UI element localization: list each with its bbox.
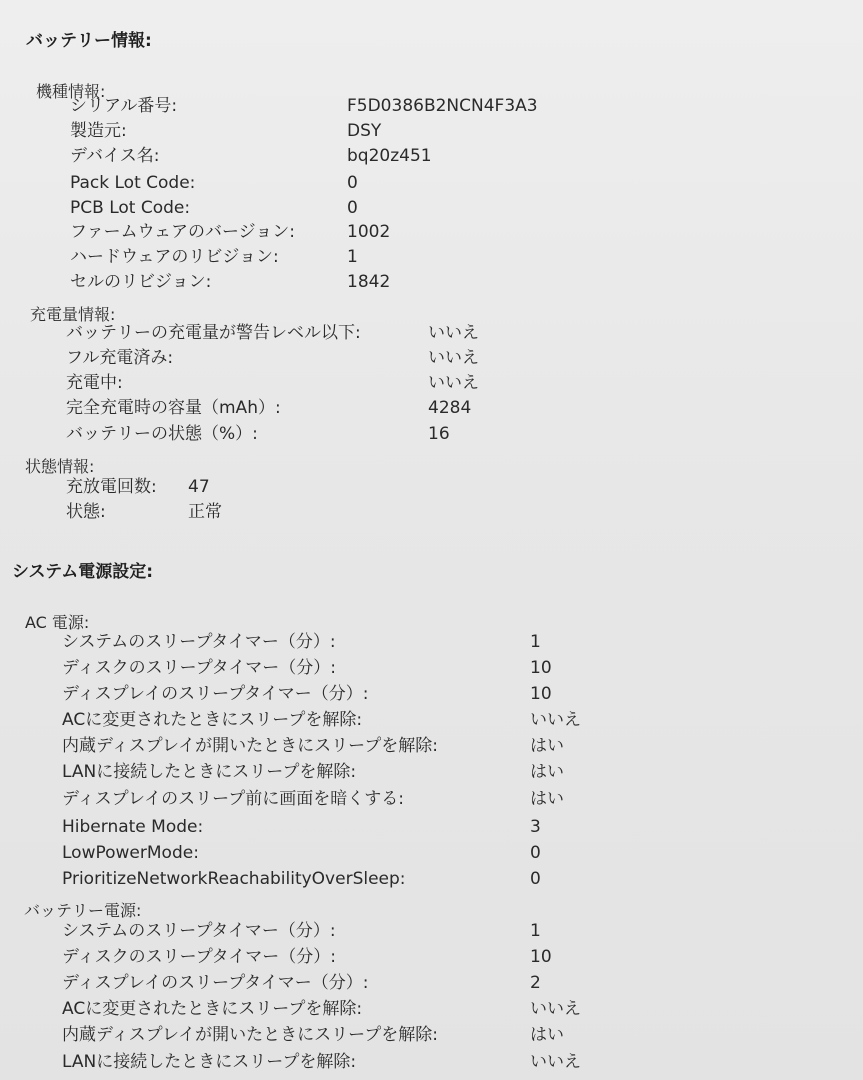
row-value: いいえ — [530, 999, 581, 1019]
row-value: DSY — [347, 121, 382, 141]
row-label: ACに変更されたときにスリープを解除: — [62, 999, 363, 1019]
battery-row-wake-on-lan — [0, 1049, 863, 1075]
row-label: ACに変更されたときにスリープを解除: — [62, 710, 363, 730]
row-label: バッテリーの状態（%）: — [66, 424, 258, 444]
row-label: PCB Lot Code: — [70, 198, 191, 218]
model-row-pcb-lot-code — [0, 195, 863, 221]
row-value: はい — [530, 762, 564, 782]
row-value: 0 — [530, 843, 541, 863]
row-label: デバイス名: — [70, 146, 160, 166]
row-label: 充電中: — [66, 373, 123, 393]
row-label: Hibernate Mode: — [62, 817, 204, 837]
model-row-firmware-version — [0, 219, 863, 245]
row-label: 完全充電時の容量（mAh）: — [66, 398, 281, 418]
ac-row-wake-on-lan — [0, 759, 863, 785]
ac-row-prioritize-network — [0, 866, 863, 892]
row-value: 0 — [347, 198, 358, 218]
model-info-title: 機種情報: — [36, 82, 106, 101]
row-value: 正常 — [188, 502, 222, 522]
battery-row-system-sleep — [0, 918, 863, 944]
ac-row-low-power-mode — [0, 840, 863, 866]
row-label: 内蔵ディスプレイが開いたときにスリープを解除: — [62, 736, 438, 756]
health-row-cycle-count — [0, 474, 863, 500]
row-value: 0 — [347, 173, 358, 193]
model-row-hardware-revision — [0, 244, 863, 270]
ac-row-disk-sleep — [0, 655, 863, 681]
row-value: 1002 — [347, 222, 391, 242]
row-value: F5D0386B2NCN4F3A3 — [347, 96, 538, 116]
ac-row-display-dim — [0, 786, 863, 812]
row-label: 製造元: — [70, 121, 127, 141]
charge-row-state-of-charge — [0, 421, 863, 447]
row-value: 47 — [188, 477, 210, 497]
model-row-pack-lot-code — [0, 170, 863, 196]
row-label: ディスプレイのスリープ前に画面を暗くする: — [62, 789, 404, 809]
row-value: 10 — [530, 658, 552, 678]
row-label: LowPowerMode: — [62, 843, 199, 863]
row-value: 1 — [530, 921, 541, 941]
row-value: 2 — [530, 973, 541, 993]
row-label: システムのスリープタイマー（分）: — [62, 632, 336, 652]
row-label: ファームウェアのバージョン: — [70, 222, 296, 242]
row-value: 1 — [347, 247, 358, 267]
health-row-condition — [0, 499, 863, 525]
charge-row-charging — [0, 370, 863, 396]
battery-power-title: バッテリー電源: — [24, 901, 142, 920]
row-label: ディスプレイのスリープタイマー（分）: — [62, 973, 369, 993]
battery-info-title: バッテリー情報: — [26, 31, 152, 51]
row-label: システムのスリープタイマー（分）: — [62, 921, 336, 941]
battery-row-display-sleep — [0, 970, 863, 996]
battery-row-disk-sleep — [0, 944, 863, 970]
row-value: いいえ — [428, 348, 479, 368]
row-value: 16 — [428, 424, 450, 444]
row-label: ディスクのスリープタイマー（分）: — [62, 658, 336, 678]
row-value: いいえ — [530, 710, 581, 730]
ac-row-hibernate-mode — [0, 814, 863, 840]
system-power-title: システム電源設定: — [12, 562, 154, 582]
row-value: いいえ — [428, 373, 479, 393]
charge-info-title: 充電量情報: — [30, 305, 116, 324]
ac-power-title: AC 電源: — [25, 613, 90, 632]
ac-row-wake-on-clamshell-open — [0, 733, 863, 759]
charge-row-full-charge-capacity — [0, 395, 863, 421]
row-value: 10 — [530, 947, 552, 967]
row-label: LANに接続したときにスリープを解除: — [62, 1052, 357, 1072]
row-value: 1 — [530, 632, 541, 652]
row-value: 10 — [530, 684, 552, 704]
ac-row-display-sleep — [0, 681, 863, 707]
model-row-device-name — [0, 143, 863, 169]
row-label: シリアル番号: — [70, 96, 178, 116]
row-label: ハードウェアのリビジョン: — [70, 247, 279, 267]
row-label: PrioritizeNetworkReachabilityOverSleep: — [62, 869, 406, 889]
row-value: 4284 — [428, 398, 472, 418]
row-value: bq20z451 — [347, 146, 432, 166]
row-value: はい — [530, 736, 564, 756]
row-label: フル充電済み: — [66, 348, 174, 368]
row-label: 内蔵ディスプレイが開いたときにスリープを解除: — [62, 1025, 438, 1045]
row-label: ディスプレイのスリープタイマー（分）: — [62, 684, 369, 704]
row-label: バッテリーの充電量が警告レベル以下: — [66, 323, 361, 343]
row-value: はい — [530, 1025, 564, 1045]
row-label: LANに接続したときにスリープを解除: — [62, 762, 357, 782]
row-label: 状態: — [66, 502, 106, 522]
model-row-cell-revision — [0, 269, 863, 295]
health-info-title: 状態情報: — [25, 457, 95, 476]
ac-row-wake-on-ac-change — [0, 707, 863, 733]
charge-row-fully-charged — [0, 345, 863, 371]
model-row-serial — [0, 93, 863, 119]
ac-row-system-sleep — [0, 629, 863, 655]
row-label: Pack Lot Code: — [70, 173, 196, 193]
charge-row-below-warning — [0, 320, 863, 346]
row-value: いいえ — [428, 323, 479, 343]
battery-row-wake-on-ac-change — [0, 996, 863, 1022]
battery-row-wake-on-clamshell-open — [0, 1022, 863, 1048]
model-row-manufacturer — [0, 118, 863, 144]
row-value: 0 — [530, 869, 541, 889]
row-value: はい — [530, 789, 564, 809]
row-label: セルのリビジョン: — [70, 272, 212, 292]
row-label: 充放電回数: — [66, 477, 157, 497]
row-label: ディスクのスリープタイマー（分）: — [62, 947, 336, 967]
row-value: いいえ — [530, 1052, 581, 1072]
row-value: 1842 — [347, 272, 391, 292]
row-value: 3 — [530, 817, 541, 837]
